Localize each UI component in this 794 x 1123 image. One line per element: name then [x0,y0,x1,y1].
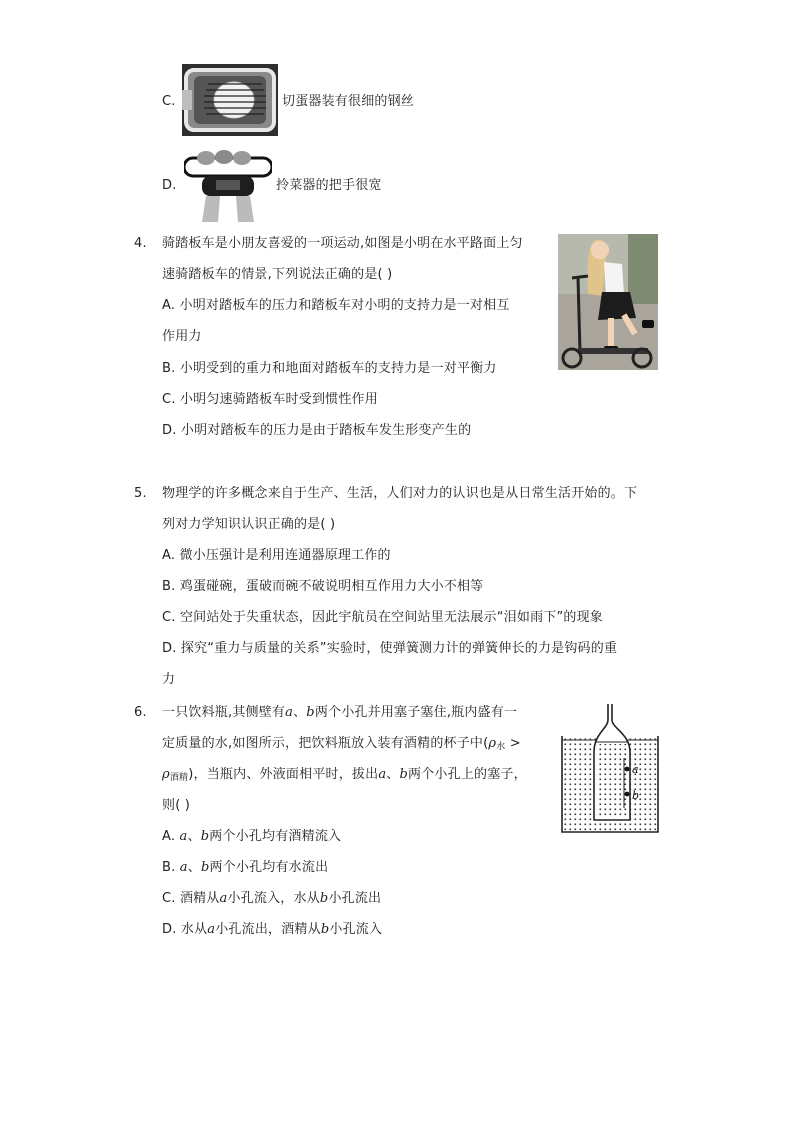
q4-option-a-line-2: 作用力 [162,329,202,344]
label-b: b [632,789,640,802]
q6-stem-line-1: 一只饮料瓶,其侧壁有a、b两个小孔并用塞子塞住,瓶内盛有一 [162,705,518,720]
q5-number: 5. [134,486,147,501]
bottle-in-alcohol-diagram [558,702,662,836]
q6-option-b: B. a、b两个小孔均有水流出 [162,860,329,875]
q3-option-c-letter: C. [162,94,176,109]
q4-option-c: C. 小明匀速骑踏板车时受到惯性作用 [162,392,378,407]
egg-slicer-image [182,64,278,136]
q6-option-a: A. a、b两个小孔均有酒精流入 [162,829,342,844]
scooter-girl-image [558,234,658,370]
q4-option-a-line-1: A. 小明对踏板车的压力和踏板车对小明的支持力是一对相互 [162,298,510,313]
q3-option-d-text: 拎菜器的把手很宽 [276,178,382,193]
q5-option-d-line-2: 力 [162,672,176,687]
q5-option-b: B. 鸡蛋碰碗，蛋破而碗不破说明相互作用力大小不相等 [162,579,484,594]
q6-stem-line-3: $\rho_{酒精}$)，当瓶内、外液面相平时，拔出a、b两个小孔上的塞子， [162,767,527,783]
q3-option-d-letter: D. [162,178,177,193]
q6-number: 6. [134,705,147,720]
q3-option-c-text: 切蛋器装有很细的钢丝 [282,94,415,109]
q4-stem-line-1: 骑踏板车是小朋友喜爱的一项运动,如图是小明在水平路面上匀 [162,236,523,251]
q4-option-d: D. 小明对踏板车的压力是由于踏板车发生形变产生的 [162,423,472,438]
q5-stem-line-1: 物理学的许多概念来自于生产、生活，人们对力的认识也是从日常生活开始的。下 [162,486,638,501]
bag-carrier-image [184,150,272,222]
q6-stem-line-4: 则( ) [162,798,191,813]
q5-option-d-line-1: D. 探究“重力与质量的关系”实验时，使弹簧测力计的弹簧伸长的力是钩码的重 [162,641,618,656]
q4-stem-line-2: 速骑踏板车的情景,下列说法正确的是( ) [162,267,393,282]
q6-option-c: C. 酒精从a小孔流入，水从b小孔流出 [162,891,382,906]
label-a: a [632,763,639,776]
q4-option-b: B. 小明受到的重力和地面对踏板车的支持力是一对平衡力 [162,361,497,376]
q5-option-c: C. 空间站处于失重状态，因此宇航员在空间站里无法展示“泪如雨下”的现象 [162,610,604,625]
q5-stem-line-2: 列对力学知识认识正确的是( ) [162,517,336,532]
q4-number: 4. [134,236,147,251]
q6-stem-line-2: 定质量的水,如图所示，把饮料瓶放入装有酒精的杯子中($\rho_水$ > [162,736,521,752]
q6-option-d: D. 水从a小孔流出，酒精从b小孔流入 [162,922,383,937]
q5-option-a: A. 微小压强计是利用连通器原理工作的 [162,548,391,563]
